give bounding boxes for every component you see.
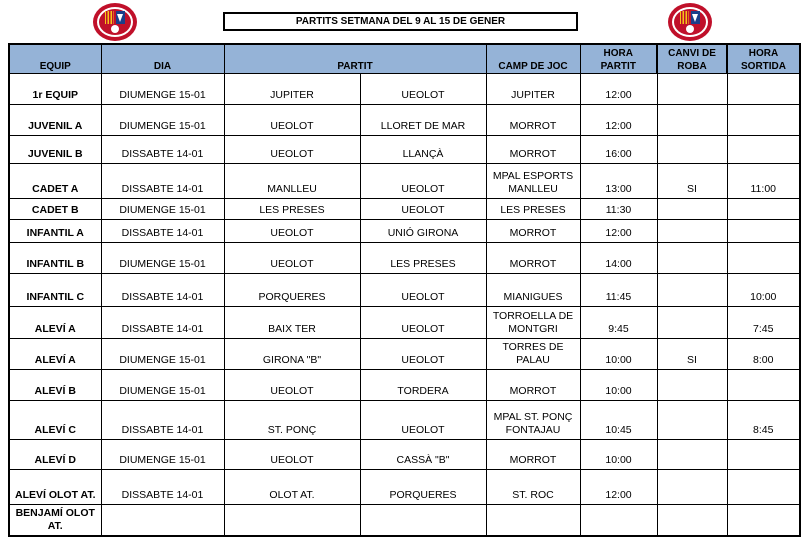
away-team-cell: CASSÀ "B" (360, 440, 486, 470)
kickoff-time-cell: 10:00 (580, 370, 657, 401)
match-day-cell: DISSABTE 14-01 (101, 274, 224, 307)
team-name-cell: INFANTIL B (9, 243, 101, 274)
header-dia: DIA (101, 44, 224, 74)
header-partit: PARTIT (224, 44, 486, 74)
kit-change-cell (657, 105, 727, 136)
departure-time-cell: 10:00 (727, 274, 800, 307)
team-name-cell: ALEVÍ OLOT AT. (9, 470, 101, 505)
match-day-cell: DIUMENGE 15-01 (101, 105, 224, 136)
table-row (9, 243, 800, 274)
home-team-cell: UEOLOT (224, 440, 360, 470)
team-name-cell: ALEVÍ D (9, 440, 101, 470)
table-row (9, 401, 800, 440)
kit-change-cell (657, 274, 727, 307)
kit-change-cell (657, 370, 727, 401)
departure-time-cell (727, 220, 800, 243)
match-day-cell: DIUMENGE 15-01 (101, 74, 224, 105)
kickoff-time-cell: 12:00 (580, 220, 657, 243)
team-name-cell: ALEVÍ C (9, 401, 101, 440)
header-hora-sortida (727, 44, 800, 74)
match-day-cell: DISSABTE 14-01 (101, 220, 224, 243)
match-day-cell: DIUMENGE 15-01 (101, 199, 224, 220)
home-team-cell (224, 505, 360, 536)
table-row (9, 220, 800, 243)
home-team-cell: JUPITER (224, 74, 360, 105)
venue-cell (486, 505, 580, 536)
away-team-cell: UEOLOT (360, 307, 486, 339)
kickoff-time-cell: 12:00 (580, 74, 657, 105)
departure-time-cell (727, 243, 800, 274)
away-team-cell: UEOLOT (360, 339, 486, 370)
header-hora-partit-line1: HORA (603, 48, 633, 59)
match-day-cell: DIUMENGE 15-01 (101, 339, 224, 370)
departure-time-cell: 11:00 (727, 164, 800, 199)
departure-time-cell: 8:45 (727, 401, 800, 440)
away-team-cell: LLORET DE MAR (360, 105, 486, 136)
away-team-cell: LES PRESES (360, 243, 486, 274)
home-team-cell: PORQUERES (224, 274, 360, 307)
kit-change-cell (657, 401, 727, 440)
match-day-cell: DISSABTE 14-01 (101, 401, 224, 440)
table-row (9, 74, 800, 105)
departure-time-cell (727, 440, 800, 470)
departure-time-cell (727, 470, 800, 505)
away-team-cell (360, 505, 486, 536)
venue-cell: MORROT (486, 440, 580, 470)
table-row (9, 164, 800, 199)
home-team-cell: UEOLOT (224, 370, 360, 401)
away-team-cell: UEOLOT (360, 274, 486, 307)
header-hora-partit-line2: PARTIT (600, 61, 636, 72)
venue-cell: ST. ROC (486, 470, 580, 505)
home-team-cell: OLOT AT. (224, 470, 360, 505)
table-row (9, 370, 800, 401)
header-equip: EQUIP (9, 44, 101, 74)
table-row (9, 136, 800, 164)
club-crest-logo-left (92, 2, 138, 42)
away-team-cell: UNIÓ GIRONA (360, 220, 486, 243)
kit-change-cell: SI (657, 339, 727, 370)
team-name-cell: ALEVÍ A (9, 307, 101, 339)
table-row (9, 307, 800, 339)
venue-cell: MORROT (486, 370, 580, 401)
header-hora-sortida-line2: SORTIDA (741, 61, 786, 72)
table-row (9, 470, 800, 505)
schedule-title: PARTITS SETMANA DEL 9 AL 15 DE GENER (223, 12, 578, 31)
team-name-cell: CADET A (9, 164, 101, 199)
away-team-cell: UEOLOT (360, 74, 486, 105)
match-day-cell: DIUMENGE 15-01 (101, 243, 224, 274)
match-day-cell: DIUMENGE 15-01 (101, 370, 224, 401)
home-team-cell: GIRONA "B" (224, 339, 360, 370)
kickoff-time-cell: 9:45 (580, 307, 657, 339)
home-team-cell: ST. PONÇ (224, 401, 360, 440)
away-team-cell: PORQUERES (360, 470, 486, 505)
kit-change-cell (657, 74, 727, 105)
departure-time-cell: 8:00 (727, 339, 800, 370)
kit-change-cell (657, 243, 727, 274)
venue-cell: MPAL ESPORTS MANLLEU (486, 164, 580, 199)
team-name-cell: 1r EQUIP (9, 74, 101, 105)
kit-change-cell (657, 199, 727, 220)
kickoff-time-cell: 11:45 (580, 274, 657, 307)
table-row (9, 199, 800, 220)
kickoff-time-cell: 16:00 (580, 136, 657, 164)
venue-cell: JUPITER (486, 74, 580, 105)
header-hora-sortida-line1: HORA (748, 48, 779, 59)
team-name-cell: INFANTIL A (9, 220, 101, 243)
kit-change-cell (657, 440, 727, 470)
match-day-cell: DISSABTE 14-01 (101, 164, 224, 199)
kickoff-time-cell: 12:00 (580, 105, 657, 136)
venue-cell: MIANIGUES (486, 274, 580, 307)
team-name-cell: BENJAMÍ OLOT AT. (9, 505, 101, 536)
table-row (9, 339, 800, 370)
header-camp: CAMP DE JOC (486, 44, 580, 74)
match-day-cell (101, 505, 224, 536)
team-name-cell: JUVENIL A (9, 105, 101, 136)
kit-change-cell (657, 505, 727, 536)
away-team-cell: UEOLOT (360, 199, 486, 220)
departure-time-cell (727, 74, 800, 105)
venue-cell: MORROT (486, 220, 580, 243)
club-crest-logo-right (667, 2, 713, 42)
table-row (9, 105, 800, 136)
home-team-cell: BAIX TER (224, 307, 360, 339)
header-canvi-roba (657, 44, 727, 74)
away-team-cell: LLANÇÀ (360, 136, 486, 164)
kickoff-time-cell (580, 505, 657, 536)
venue-cell: MPAL ST. PONÇ FONTAJAU (486, 401, 580, 440)
home-team-cell: LES PRESES (224, 199, 360, 220)
match-day-cell: DISSABTE 14-01 (101, 470, 224, 505)
match-day-cell: DISSABTE 14-01 (101, 136, 224, 164)
kit-change-cell (657, 307, 727, 339)
venue-cell: TORROELLA DE MONTGRI (486, 307, 580, 339)
venue-cell: MORROT (486, 105, 580, 136)
kickoff-time-cell: 10:00 (580, 440, 657, 470)
team-name-cell: INFANTIL C (9, 274, 101, 307)
header-hora-partit (580, 44, 657, 74)
departure-time-cell (727, 105, 800, 136)
table-row (9, 505, 800, 536)
home-team-cell: MANLLEU (224, 164, 360, 199)
match-schedule-table (8, 43, 801, 537)
kickoff-time-cell: 13:00 (580, 164, 657, 199)
header-canvi-roba-line2: ROBA (677, 61, 707, 72)
venue-cell: LES PRESES (486, 199, 580, 220)
kickoff-time-cell: 11:30 (580, 199, 657, 220)
venue-cell: MORROT (486, 243, 580, 274)
team-name-cell: ALEVÍ B (9, 370, 101, 401)
kickoff-time-cell: 12:00 (580, 470, 657, 505)
table-row (9, 274, 800, 307)
kit-change-cell (657, 470, 727, 505)
away-team-cell: UEOLOT (360, 164, 486, 199)
departure-time-cell (727, 370, 800, 401)
kickoff-time-cell: 10:45 (580, 401, 657, 440)
table-row (9, 440, 800, 470)
team-name-cell: ALEVÍ A (9, 339, 101, 370)
home-team-cell: UEOLOT (224, 243, 360, 274)
header-canvi-roba-line1: CANVI DE (668, 48, 716, 59)
match-day-cell: DIUMENGE 15-01 (101, 440, 224, 470)
kickoff-time-cell: 14:00 (580, 243, 657, 274)
home-team-cell: UEOLOT (224, 105, 360, 136)
match-day-cell: DISSABTE 14-01 (101, 307, 224, 339)
kit-change-cell (657, 136, 727, 164)
departure-time-cell (727, 136, 800, 164)
header-row (9, 44, 800, 74)
team-name-cell: JUVENIL B (9, 136, 101, 164)
away-team-cell: UEOLOT (360, 401, 486, 440)
venue-cell: TORRES DE PALAU (486, 339, 580, 370)
departure-time-cell (727, 199, 800, 220)
home-team-cell: UEOLOT (224, 220, 360, 243)
away-team-cell: TORDERA (360, 370, 486, 401)
departure-time-cell: 7:45 (727, 307, 800, 339)
venue-cell: MORROT (486, 136, 580, 164)
team-name-cell: CADET B (9, 199, 101, 220)
home-team-cell: UEOLOT (224, 136, 360, 164)
kit-change-cell (657, 220, 727, 243)
kickoff-time-cell: 10:00 (580, 339, 657, 370)
departure-time-cell (727, 505, 800, 536)
kit-change-cell: SI (657, 164, 727, 199)
